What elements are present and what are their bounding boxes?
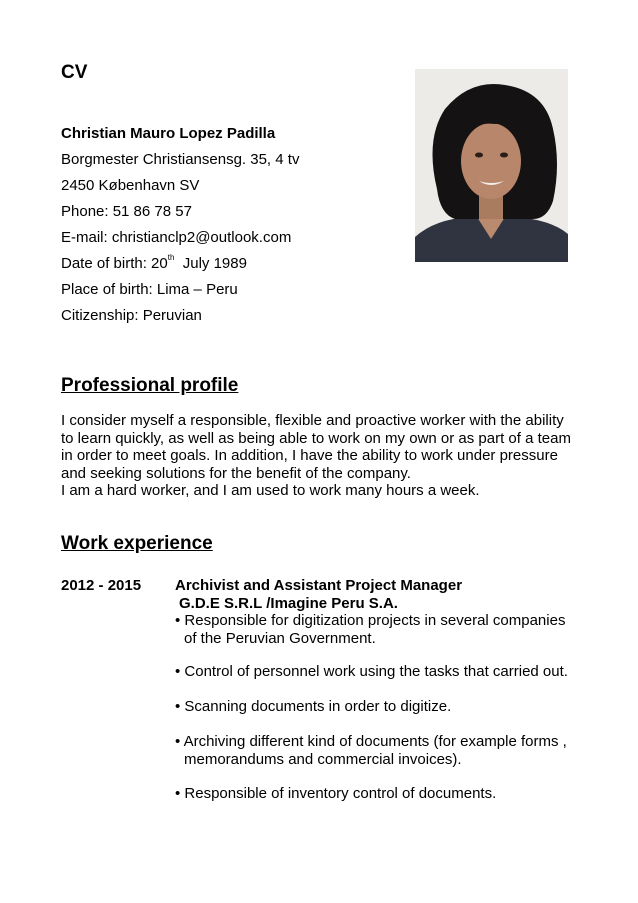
bullet-line: • Responsible of inventory control of documents. [175, 785, 497, 802]
work-heading: Work experience [61, 533, 213, 554]
profile-line-1: I consider myself a responsible, flexible and proactive worker with the ability [61, 412, 564, 429]
person-name: Christian Mauro Lopez Padilla [61, 125, 276, 142]
citizenship: Citizenship: Peruvian [61, 307, 202, 324]
job-bullet [175, 785, 575, 803]
email: E-mail: christianclp2@outlook.com [61, 229, 292, 246]
dob-ordinal: th [167, 253, 175, 262]
place-of-birth: Place of birth: Lima – Peru [61, 281, 238, 298]
date-of-birth [61, 255, 247, 272]
job-bullet [175, 698, 575, 716]
profile-text [61, 412, 581, 500]
profile-line-2: to learn quickly, as well as being able to work on my own or as part of a team [61, 429, 571, 447]
job-bullet [175, 733, 575, 768]
profile-line-4: and seeking solutions for the benefit of the company. [61, 464, 411, 482]
phone: Phone: 51 86 78 57 [61, 203, 192, 220]
profile-line-5: I am a hard worker, and I am used to work many hours a week. [61, 482, 480, 499]
job-title: Archivist and Assistant Project Manager [175, 577, 463, 594]
profile-photo [415, 69, 568, 262]
bullet-line: • Control of personnel work using the tasks that carried out. [175, 663, 568, 680]
profile-line-3: in order to meet goals. In addition, I have the ability to work under pressure [61, 447, 558, 464]
job-bullet [175, 663, 575, 681]
portrait-illustration [415, 69, 568, 262]
bullet-line-continued: of the Peruvian Government. [184, 629, 376, 647]
profile-heading: Professional profile [61, 375, 239, 396]
dob-suffix: July 1989 [174, 255, 247, 272]
document-title: CV [61, 62, 88, 83]
bullet-line: • Archiving different kind of documents (for example forms , [175, 733, 567, 750]
dob-prefix: Date of birth: 20 [61, 255, 168, 272]
address-line-1: Borgmester Christiansensg. 35, 4 tv [61, 151, 300, 168]
bullet-line-continued: memorandums and commercial invoices). [184, 750, 462, 768]
bullet-line: • Responsible for digitization projects in several companies [175, 612, 566, 629]
job-company: G.D.E S.R.L /Imagine Peru S.A. [179, 595, 398, 612]
address-line-2: 2450 København SV [61, 177, 200, 194]
bullet-line: • Scanning documents in order to digitize. [175, 698, 452, 715]
job-bullet [175, 612, 575, 647]
job-period: 2012 - 2015 [61, 577, 142, 594]
